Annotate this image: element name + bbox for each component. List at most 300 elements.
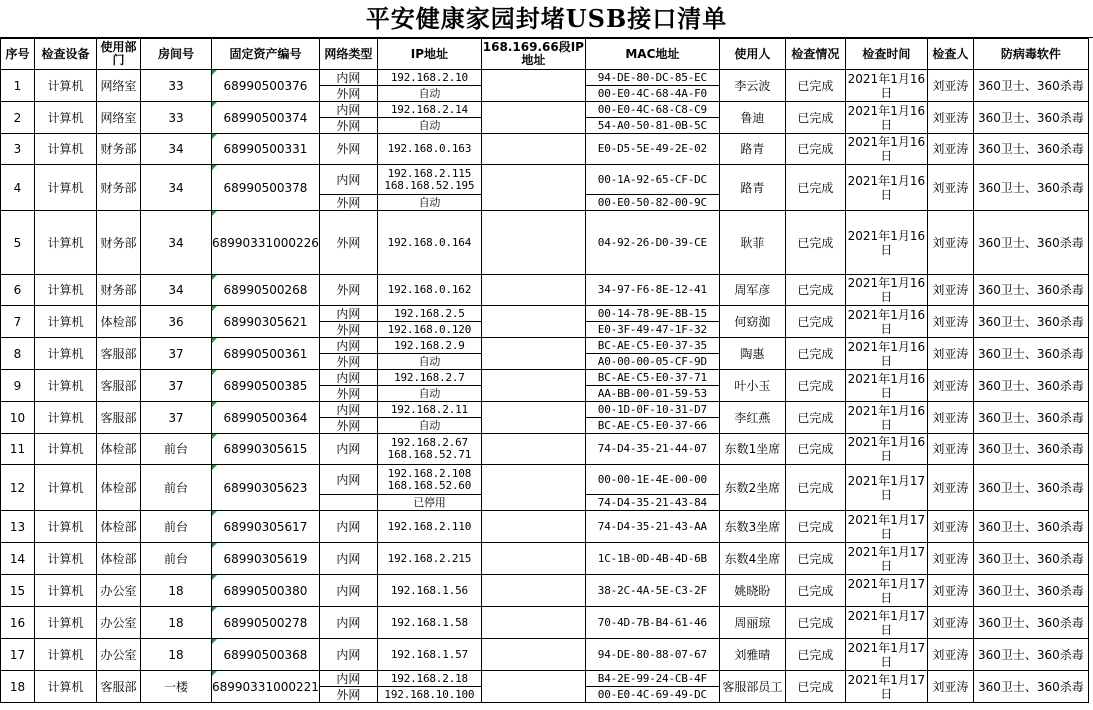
ip-value: 192.168.2.11 (390, 402, 468, 416)
net-type-cell[interactable]: 内网 (319, 607, 377, 639)
net-type-cell[interactable]: 外网 (319, 322, 377, 338)
net-type-cell[interactable]: 外网 (319, 86, 377, 102)
asset-cell[interactable]: 68990500374 (212, 102, 320, 134)
user-cell[interactable]: 耿菲 (719, 211, 785, 275)
ip-cell[interactable] (377, 386, 481, 402)
net-type-cell[interactable]: 内网 (319, 306, 377, 322)
asset-cell[interactable]: 68990500361 (212, 338, 320, 370)
user-cell[interactable]: 东数2坐席 (719, 465, 785, 511)
mac-cell[interactable]: BC-AE-C5-E0-37-35 (585, 338, 719, 354)
mac-cell[interactable]: 00-E0-4C-68-C8-C9 (585, 102, 719, 118)
antivirus-cell[interactable]: 360卫士、360杀毒 (973, 639, 1088, 671)
ip-cell[interactable] (377, 118, 481, 134)
segment-ip-cell[interactable] (481, 434, 585, 465)
seq-cell[interactable]: 11 (1, 434, 35, 465)
date-cell[interactable]: 2021年1月17日 (845, 639, 927, 671)
asset-cell[interactable]: 68990500378 (212, 165, 320, 211)
user-cell[interactable]: 东数1坐席 (719, 434, 785, 465)
inspector-cell[interactable]: 刘亚涛 (927, 434, 973, 465)
room-cell[interactable]: 34 (141, 275, 212, 306)
user-cell[interactable]: 姚晓盼 (719, 575, 785, 607)
dept-cell[interactable]: 体检部 (97, 434, 141, 465)
net-type-cell[interactable]: 内网 (319, 70, 377, 86)
inspector-cell[interactable]: 刘亚涛 (927, 70, 973, 102)
room-cell[interactable]: 37 (141, 402, 212, 434)
header-cell[interactable]: 序号 (1, 39, 35, 70)
net-type-cell[interactable]: 内网 (319, 402, 377, 418)
status-cell[interactable]: 已完成 (785, 434, 845, 465)
header-cell[interactable]: 检查人 (927, 39, 973, 70)
date-cell[interactable]: 2021年1月16日 (845, 211, 927, 275)
ip-cell[interactable] (377, 338, 481, 354)
segment-ip-cell[interactable] (481, 402, 585, 434)
usb-checklist-table (0, 38, 1089, 703)
mac-cell[interactable]: 74-D4-35-21-43-AA (585, 511, 719, 543)
ip-cell[interactable] (377, 418, 481, 434)
asset-cell[interactable]: 68990331000221 (212, 671, 320, 703)
header-cell[interactable]: 检查情况 (785, 39, 845, 70)
antivirus-cell[interactable]: 360卫士、360杀毒 (973, 338, 1088, 370)
room-cell[interactable]: 18 (141, 639, 212, 671)
status-cell[interactable]: 已完成 (785, 511, 845, 543)
asset-cell[interactable]: 68990305617 (212, 511, 320, 543)
ip-cell[interactable] (377, 639, 481, 671)
status-cell[interactable]: 已完成 (785, 165, 845, 211)
header-cell[interactable]: MAC地址 (585, 39, 719, 70)
mac-cell[interactable]: 04-92-26-D0-39-CE (585, 211, 719, 275)
net-type-cell[interactable]: 内网 (319, 165, 377, 195)
asset-cell[interactable]: 68990305623 (212, 465, 320, 511)
mac-cell[interactable]: 34-97-F6-8E-12-41 (585, 275, 719, 306)
ip-value: 168.168.52.60 (387, 478, 472, 492)
dept-cell[interactable]: 财务部 (97, 211, 141, 275)
segment-ip-cell[interactable] (481, 275, 585, 306)
seq-cell[interactable]: 5 (1, 211, 35, 275)
device-cell[interactable]: 计算机 (35, 338, 97, 370)
antivirus-cell[interactable]: 360卫士、360杀毒 (973, 511, 1088, 543)
room-cell[interactable]: 18 (141, 575, 212, 607)
net-type-cell[interactable]: 内网 (319, 102, 377, 118)
date-cell[interactable]: 2021年1月16日 (845, 102, 927, 134)
dept-cell[interactable]: 网络室 (97, 102, 141, 134)
seq-cell[interactable]: 9 (1, 370, 35, 402)
asset-cell[interactable]: 68990331000226 (212, 211, 320, 275)
segment-ip-cell[interactable] (481, 607, 585, 639)
net-type-cell[interactable]: 外网 (319, 418, 377, 434)
mac-cell[interactable]: 74-D4-35-21-43-84 (585, 495, 719, 511)
ip-cell[interactable] (377, 102, 481, 118)
user-cell[interactable]: 周军彦 (719, 275, 785, 306)
seq-cell[interactable]: 14 (1, 543, 35, 575)
segment-ip-cell[interactable] (481, 165, 585, 211)
asset-cell[interactable]: 68990500278 (212, 607, 320, 639)
device-cell[interactable]: 计算机 (35, 165, 97, 211)
device-cell[interactable]: 计算机 (35, 671, 97, 703)
asset-cell[interactable]: 68990305621 (212, 306, 320, 338)
inspector-cell[interactable]: 刘亚涛 (927, 134, 973, 165)
seq-cell[interactable]: 10 (1, 402, 35, 434)
header-cell[interactable]: 检查时间 (845, 39, 927, 70)
date-cell[interactable]: 2021年1月17日 (845, 465, 927, 511)
date-cell[interactable]: 2021年1月17日 (845, 543, 927, 575)
dept-cell[interactable]: 财务部 (97, 134, 141, 165)
ip-cell[interactable] (377, 134, 481, 165)
mac-cell[interactable]: AA-BB-00-01-59-53 (585, 386, 719, 402)
asset-cell[interactable]: 68990500376 (212, 70, 320, 102)
header-cell[interactable]: 检查设备 (35, 39, 97, 70)
ip-cell[interactable] (377, 165, 481, 195)
mac-cell[interactable]: 00-14-78-9E-8B-15 (585, 306, 719, 322)
date-cell[interactable]: 2021年1月16日 (845, 70, 927, 102)
ip-cell[interactable] (377, 275, 481, 306)
room-cell[interactable]: 37 (141, 338, 212, 370)
date-cell[interactable]: 2021年1月16日 (845, 370, 927, 402)
status-cell[interactable]: 已完成 (785, 102, 845, 134)
user-cell[interactable]: 客服部员工 (719, 671, 785, 703)
status-cell[interactable]: 已完成 (785, 370, 845, 402)
room-cell[interactable]: 33 (141, 70, 212, 102)
seq-cell[interactable]: 17 (1, 639, 35, 671)
status-cell[interactable]: 已完成 (785, 275, 845, 306)
dept-cell[interactable]: 客服部 (97, 370, 141, 402)
mac-cell[interactable]: 1C-1B-0D-4B-4D-6B (585, 543, 719, 575)
user-cell[interactable]: 东数3坐席 (719, 511, 785, 543)
net-type-cell[interactable]: 内网 (319, 511, 377, 543)
asset-cell[interactable]: 68990500385 (212, 370, 320, 402)
net-type-cell[interactable]: 内网 (319, 575, 377, 607)
status-cell[interactable]: 已完成 (785, 543, 845, 575)
seq-cell[interactable]: 8 (1, 338, 35, 370)
status-cell[interactable]: 已完成 (785, 306, 845, 338)
mac-cell[interactable]: B4-2E-99-24-CB-4F (585, 671, 719, 687)
room-cell[interactable]: 34 (141, 165, 212, 211)
net-type-cell[interactable]: 内网 (319, 338, 377, 354)
date-cell[interactable]: 2021年1月16日 (845, 165, 927, 211)
dept-cell[interactable]: 客服部 (97, 338, 141, 370)
mac-cell[interactable]: BC-AE-C5-E0-37-71 (585, 370, 719, 386)
mac-cell[interactable]: 94-DE-80-DC-85-EC (585, 70, 719, 86)
mac-cell[interactable]: 38-2C-4A-5E-C3-2F (585, 575, 719, 607)
inspector-cell[interactable]: 刘亚涛 (927, 306, 973, 338)
dept-cell[interactable]: 体检部 (97, 543, 141, 575)
user-cell[interactable]: 鲁迪 (719, 102, 785, 134)
seq-cell[interactable]: 12 (1, 465, 35, 511)
inspector-cell[interactable]: 刘亚涛 (927, 607, 973, 639)
segment-ip-cell[interactable] (481, 102, 585, 134)
status-cell[interactable]: 已完成 (785, 639, 845, 671)
dept-cell[interactable]: 客服部 (97, 402, 141, 434)
antivirus-cell[interactable]: 360卫士、360杀毒 (973, 102, 1088, 134)
ip-cell[interactable] (377, 211, 481, 275)
room-cell[interactable]: 36 (141, 306, 212, 338)
net-type-cell[interactable]: 外网 (319, 354, 377, 370)
seq-cell[interactable]: 4 (1, 165, 35, 211)
segment-ip-cell[interactable] (481, 639, 585, 671)
net-type-cell[interactable]: 外网 (319, 275, 377, 306)
dept-cell[interactable]: 体检部 (97, 465, 141, 511)
device-cell[interactable]: 计算机 (35, 306, 97, 338)
room-cell[interactable]: 37 (141, 370, 212, 402)
antivirus-cell[interactable]: 360卫士、360杀毒 (973, 275, 1088, 306)
device-cell[interactable]: 计算机 (35, 370, 97, 402)
room-cell[interactable]: 前台 (141, 511, 212, 543)
room-cell[interactable]: 前台 (141, 434, 212, 465)
mac-cell[interactable]: 00-E0-4C-68-4A-F0 (585, 86, 719, 102)
status-cell[interactable]: 已完成 (785, 465, 845, 511)
status-cell[interactable]: 已完成 (785, 211, 845, 275)
seq-cell[interactable]: 16 (1, 607, 35, 639)
ip-cell[interactable] (377, 465, 481, 495)
status-cell[interactable]: 已完成 (785, 575, 845, 607)
ip-cell[interactable] (377, 543, 481, 575)
date-cell[interactable]: 2021年1月16日 (845, 306, 927, 338)
inspector-cell[interactable]: 刘亚涛 (927, 102, 973, 134)
inspector-cell[interactable]: 刘亚涛 (927, 465, 973, 511)
device-cell[interactable]: 计算机 (35, 511, 97, 543)
net-type-cell[interactable]: 内网 (319, 434, 377, 465)
ip-cell[interactable] (377, 607, 481, 639)
mac-cell[interactable]: A0-00-00-05-CF-9D (585, 354, 719, 370)
seq-cell[interactable]: 1 (1, 70, 35, 102)
room-cell[interactable]: 33 (141, 102, 212, 134)
asset-cell[interactable]: 68990500368 (212, 639, 320, 671)
ip-cell[interactable] (377, 370, 481, 386)
antivirus-cell[interactable]: 360卫士、360杀毒 (973, 134, 1088, 165)
date-cell[interactable]: 2021年1月16日 (845, 338, 927, 370)
user-cell[interactable]: 李云波 (719, 70, 785, 102)
table-row (1, 511, 1089, 543)
status-cell[interactable]: 已完成 (785, 70, 845, 102)
inspector-cell[interactable]: 刘亚涛 (927, 165, 973, 211)
device-cell[interactable]: 计算机 (35, 575, 97, 607)
device-cell[interactable]: 计算机 (35, 543, 97, 575)
segment-ip-cell[interactable] (481, 370, 585, 402)
device-cell[interactable]: 计算机 (35, 402, 97, 434)
ip-cell[interactable] (377, 70, 481, 86)
user-cell[interactable]: 东数4坐席 (719, 543, 785, 575)
segment-ip-cell[interactable] (481, 338, 585, 370)
ip-cell[interactable] (377, 671, 481, 687)
header-cell[interactable]: 房间号 (141, 39, 212, 70)
mac-cell[interactable]: 00-00-1E-4E-00-00 (585, 465, 719, 495)
seq-cell[interactable]: 3 (1, 134, 35, 165)
room-cell[interactable]: 前台 (141, 465, 212, 511)
date-cell[interactable]: 2021年1月16日 (845, 134, 927, 165)
header-cell[interactable]: 168.169.66段IP地址 (481, 39, 585, 70)
inspector-cell[interactable]: 刘亚涛 (927, 275, 973, 306)
status-cell[interactable]: 已完成 (785, 338, 845, 370)
date-cell[interactable]: 2021年1月17日 (845, 671, 927, 703)
date-cell[interactable]: 2021年1月17日 (845, 607, 927, 639)
dept-cell[interactable]: 办公室 (97, 639, 141, 671)
user-cell[interactable]: 路青 (719, 165, 785, 211)
antivirus-cell[interactable]: 360卫士、360杀毒 (973, 575, 1088, 607)
ip-cell[interactable] (377, 322, 481, 338)
date-cell[interactable]: 2021年1月16日 (845, 434, 927, 465)
mac-cell[interactable]: 00-E0-4C-69-49-DC (585, 687, 719, 703)
asset-cell[interactable]: 68990500268 (212, 275, 320, 306)
status-cell[interactable]: 已完成 (785, 607, 845, 639)
net-type-cell[interactable]: 外网 (319, 386, 377, 402)
ip-value: 192.168.10.100 (384, 687, 475, 701)
antivirus-cell[interactable]: 360卫士、360杀毒 (973, 402, 1088, 434)
user-cell[interactable]: 路青 (719, 134, 785, 165)
segment-ip-cell[interactable] (481, 70, 585, 102)
user-cell[interactable]: 周丽琼 (719, 607, 785, 639)
inspector-cell[interactable]: 刘亚涛 (927, 402, 973, 434)
inspector-cell[interactable]: 刘亚涛 (927, 211, 973, 275)
device-cell[interactable]: 计算机 (35, 275, 97, 306)
mac-cell[interactable]: 00-1D-0F-10-31-D7 (585, 402, 719, 418)
net-type-cell[interactable]: 内网 (319, 543, 377, 575)
mac-cell[interactable]: E0-3F-49-47-1F-32 (585, 322, 719, 338)
segment-ip-cell[interactable] (481, 671, 585, 703)
device-cell[interactable]: 计算机 (35, 211, 97, 275)
segment-ip-cell[interactable] (481, 511, 585, 543)
dept-cell[interactable]: 办公室 (97, 575, 141, 607)
date-cell[interactable]: 2021年1月17日 (845, 575, 927, 607)
ip-cell[interactable] (377, 575, 481, 607)
room-cell[interactable]: 34 (141, 134, 212, 165)
user-cell[interactable]: 叶小玉 (719, 370, 785, 402)
dept-cell[interactable]: 财务部 (97, 275, 141, 306)
dept-cell[interactable]: 客服部 (97, 671, 141, 703)
asset-cell[interactable]: 68990500364 (212, 402, 320, 434)
net-type-cell[interactable]: 外网 (319, 118, 377, 134)
antivirus-cell[interactable]: 360卫士、360杀毒 (973, 165, 1088, 211)
room-cell[interactable]: 18 (141, 607, 212, 639)
ip-value: 192.168.1.56 (390, 583, 468, 597)
date-cell[interactable]: 2021年1月16日 (845, 275, 927, 306)
antivirus-cell[interactable]: 360卫士、360杀毒 (973, 306, 1088, 338)
net-type-cell[interactable]: 外网 (319, 195, 377, 211)
net-type-cell[interactable] (319, 495, 377, 511)
segment-ip-cell[interactable] (481, 465, 585, 511)
header-cell[interactable]: 使用部门 (97, 39, 141, 70)
status-cell[interactable]: 已完成 (785, 671, 845, 703)
ip-cell[interactable] (377, 434, 481, 465)
antivirus-cell[interactable]: 360卫士、360杀毒 (973, 211, 1088, 275)
antivirus-cell[interactable]: 360卫士、360杀毒 (973, 370, 1088, 402)
net-type-cell[interactable]: 外网 (319, 687, 377, 703)
ip-cell[interactable] (377, 402, 481, 418)
date-cell[interactable]: 2021年1月16日 (845, 402, 927, 434)
asset-cell[interactable]: 68990305619 (212, 543, 320, 575)
dept-cell[interactable]: 体检部 (97, 306, 141, 338)
dept-cell[interactable]: 体检部 (97, 511, 141, 543)
inspector-cell[interactable]: 刘亚涛 (927, 543, 973, 575)
dept-cell[interactable]: 办公室 (97, 607, 141, 639)
mac-cell[interactable]: E0-D5-5E-49-2E-02 (585, 134, 719, 165)
segment-ip-cell[interactable] (481, 543, 585, 575)
ip-cell[interactable] (377, 511, 481, 543)
seq-cell[interactable]: 7 (1, 306, 35, 338)
antivirus-cell[interactable]: 360卫士、360杀毒 (973, 543, 1088, 575)
seq-cell[interactable]: 6 (1, 275, 35, 306)
user-cell[interactable]: 李红燕 (719, 402, 785, 434)
ip-cell[interactable] (377, 354, 481, 370)
inspector-cell[interactable]: 刘亚涛 (927, 370, 973, 402)
inspector-cell[interactable]: 刘亚涛 (927, 639, 973, 671)
antivirus-cell[interactable]: 360卫士、360杀毒 (973, 70, 1088, 102)
inspector-cell[interactable]: 刘亚涛 (927, 575, 973, 607)
inspector-cell[interactable]: 刘亚涛 (927, 338, 973, 370)
user-cell[interactable]: 何窈洳 (719, 306, 785, 338)
seq-cell[interactable]: 18 (1, 671, 35, 703)
user-cell[interactable]: 刘雅晴 (719, 639, 785, 671)
device-cell[interactable]: 计算机 (35, 102, 97, 134)
net-type-cell[interactable]: 内网 (319, 639, 377, 671)
room-cell[interactable]: 一楼 (141, 671, 212, 703)
mac-cell[interactable]: 94-DE-80-88-07-67 (585, 639, 719, 671)
asset-cell[interactable]: 68990500331 (212, 134, 320, 165)
net-type-cell[interactable]: 内网 (319, 370, 377, 386)
room-cell[interactable]: 34 (141, 211, 212, 275)
date-cell[interactable]: 2021年1月17日 (845, 511, 927, 543)
seq-cell[interactable]: 2 (1, 102, 35, 134)
mac-cell[interactable]: 54-A0-50-81-0B-5C (585, 118, 719, 134)
device-cell[interactable]: 计算机 (35, 434, 97, 465)
asset-cell[interactable]: 68990305615 (212, 434, 320, 465)
device-cell[interactable]: 计算机 (35, 607, 97, 639)
mac-cell[interactable]: BC-AE-C5-E0-37-66 (585, 418, 719, 434)
status-cell[interactable]: 已完成 (785, 134, 845, 165)
header-cell[interactable]: 网络类型 (319, 39, 377, 70)
net-type-cell[interactable]: 外网 (319, 211, 377, 275)
ip-value: 192.168.2.14 (390, 102, 468, 116)
inspector-cell[interactable]: 刘亚涛 (927, 671, 973, 703)
mac-cell[interactable]: 00-E0-50-82-00-9C (585, 195, 719, 211)
mac-cell[interactable]: 74-D4-35-21-44-07 (585, 434, 719, 465)
antivirus-cell[interactable]: 360卫士、360杀毒 (973, 434, 1088, 465)
segment-ip-cell[interactable] (481, 134, 585, 165)
antivirus-cell[interactable]: 360卫士、360杀毒 (973, 671, 1088, 703)
seq-cell[interactable]: 15 (1, 575, 35, 607)
device-cell[interactable]: 计算机 (35, 465, 97, 511)
user-cell[interactable]: 陶惠 (719, 338, 785, 370)
ip-cell[interactable] (377, 495, 481, 511)
device-cell[interactable]: 计算机 (35, 134, 97, 165)
seq-cell[interactable]: 13 (1, 511, 35, 543)
antivirus-cell[interactable]: 360卫士、360杀毒 (973, 465, 1088, 511)
ip-cell[interactable] (377, 306, 481, 322)
device-cell[interactable]: 计算机 (35, 639, 97, 671)
ip-cell[interactable] (377, 195, 481, 211)
net-type-cell[interactable]: 内网 (319, 465, 377, 495)
dept-cell[interactable]: 网络室 (97, 70, 141, 102)
ip-cell[interactable] (377, 86, 481, 102)
header-cell[interactable]: 防病毒软件 (973, 39, 1088, 70)
segment-ip-cell[interactable] (481, 575, 585, 607)
dept-cell[interactable]: 财务部 (97, 165, 141, 211)
antivirus-cell[interactable]: 360卫士、360杀毒 (973, 607, 1088, 639)
device-cell[interactable]: 计算机 (35, 70, 97, 102)
header-cell[interactable]: IP地址 (377, 39, 481, 70)
net-type-cell[interactable]: 外网 (319, 134, 377, 165)
mac-cell[interactable]: 70-4D-7B-B4-61-46 (585, 607, 719, 639)
asset-cell[interactable]: 68990500380 (212, 575, 320, 607)
ip-cell[interactable] (377, 687, 481, 703)
inspector-cell[interactable]: 刘亚涛 (927, 511, 973, 543)
header-cell[interactable]: 固定资产编号 (212, 39, 320, 70)
room-cell[interactable]: 前台 (141, 543, 212, 575)
segment-ip-cell[interactable] (481, 211, 585, 275)
mac-cell[interactable]: 00-1A-92-65-CF-DC (585, 165, 719, 195)
header-cell[interactable]: 使用人 (719, 39, 785, 70)
net-type-cell[interactable]: 内网 (319, 671, 377, 687)
segment-ip-cell[interactable] (481, 306, 585, 338)
status-cell[interactable]: 已完成 (785, 402, 845, 434)
